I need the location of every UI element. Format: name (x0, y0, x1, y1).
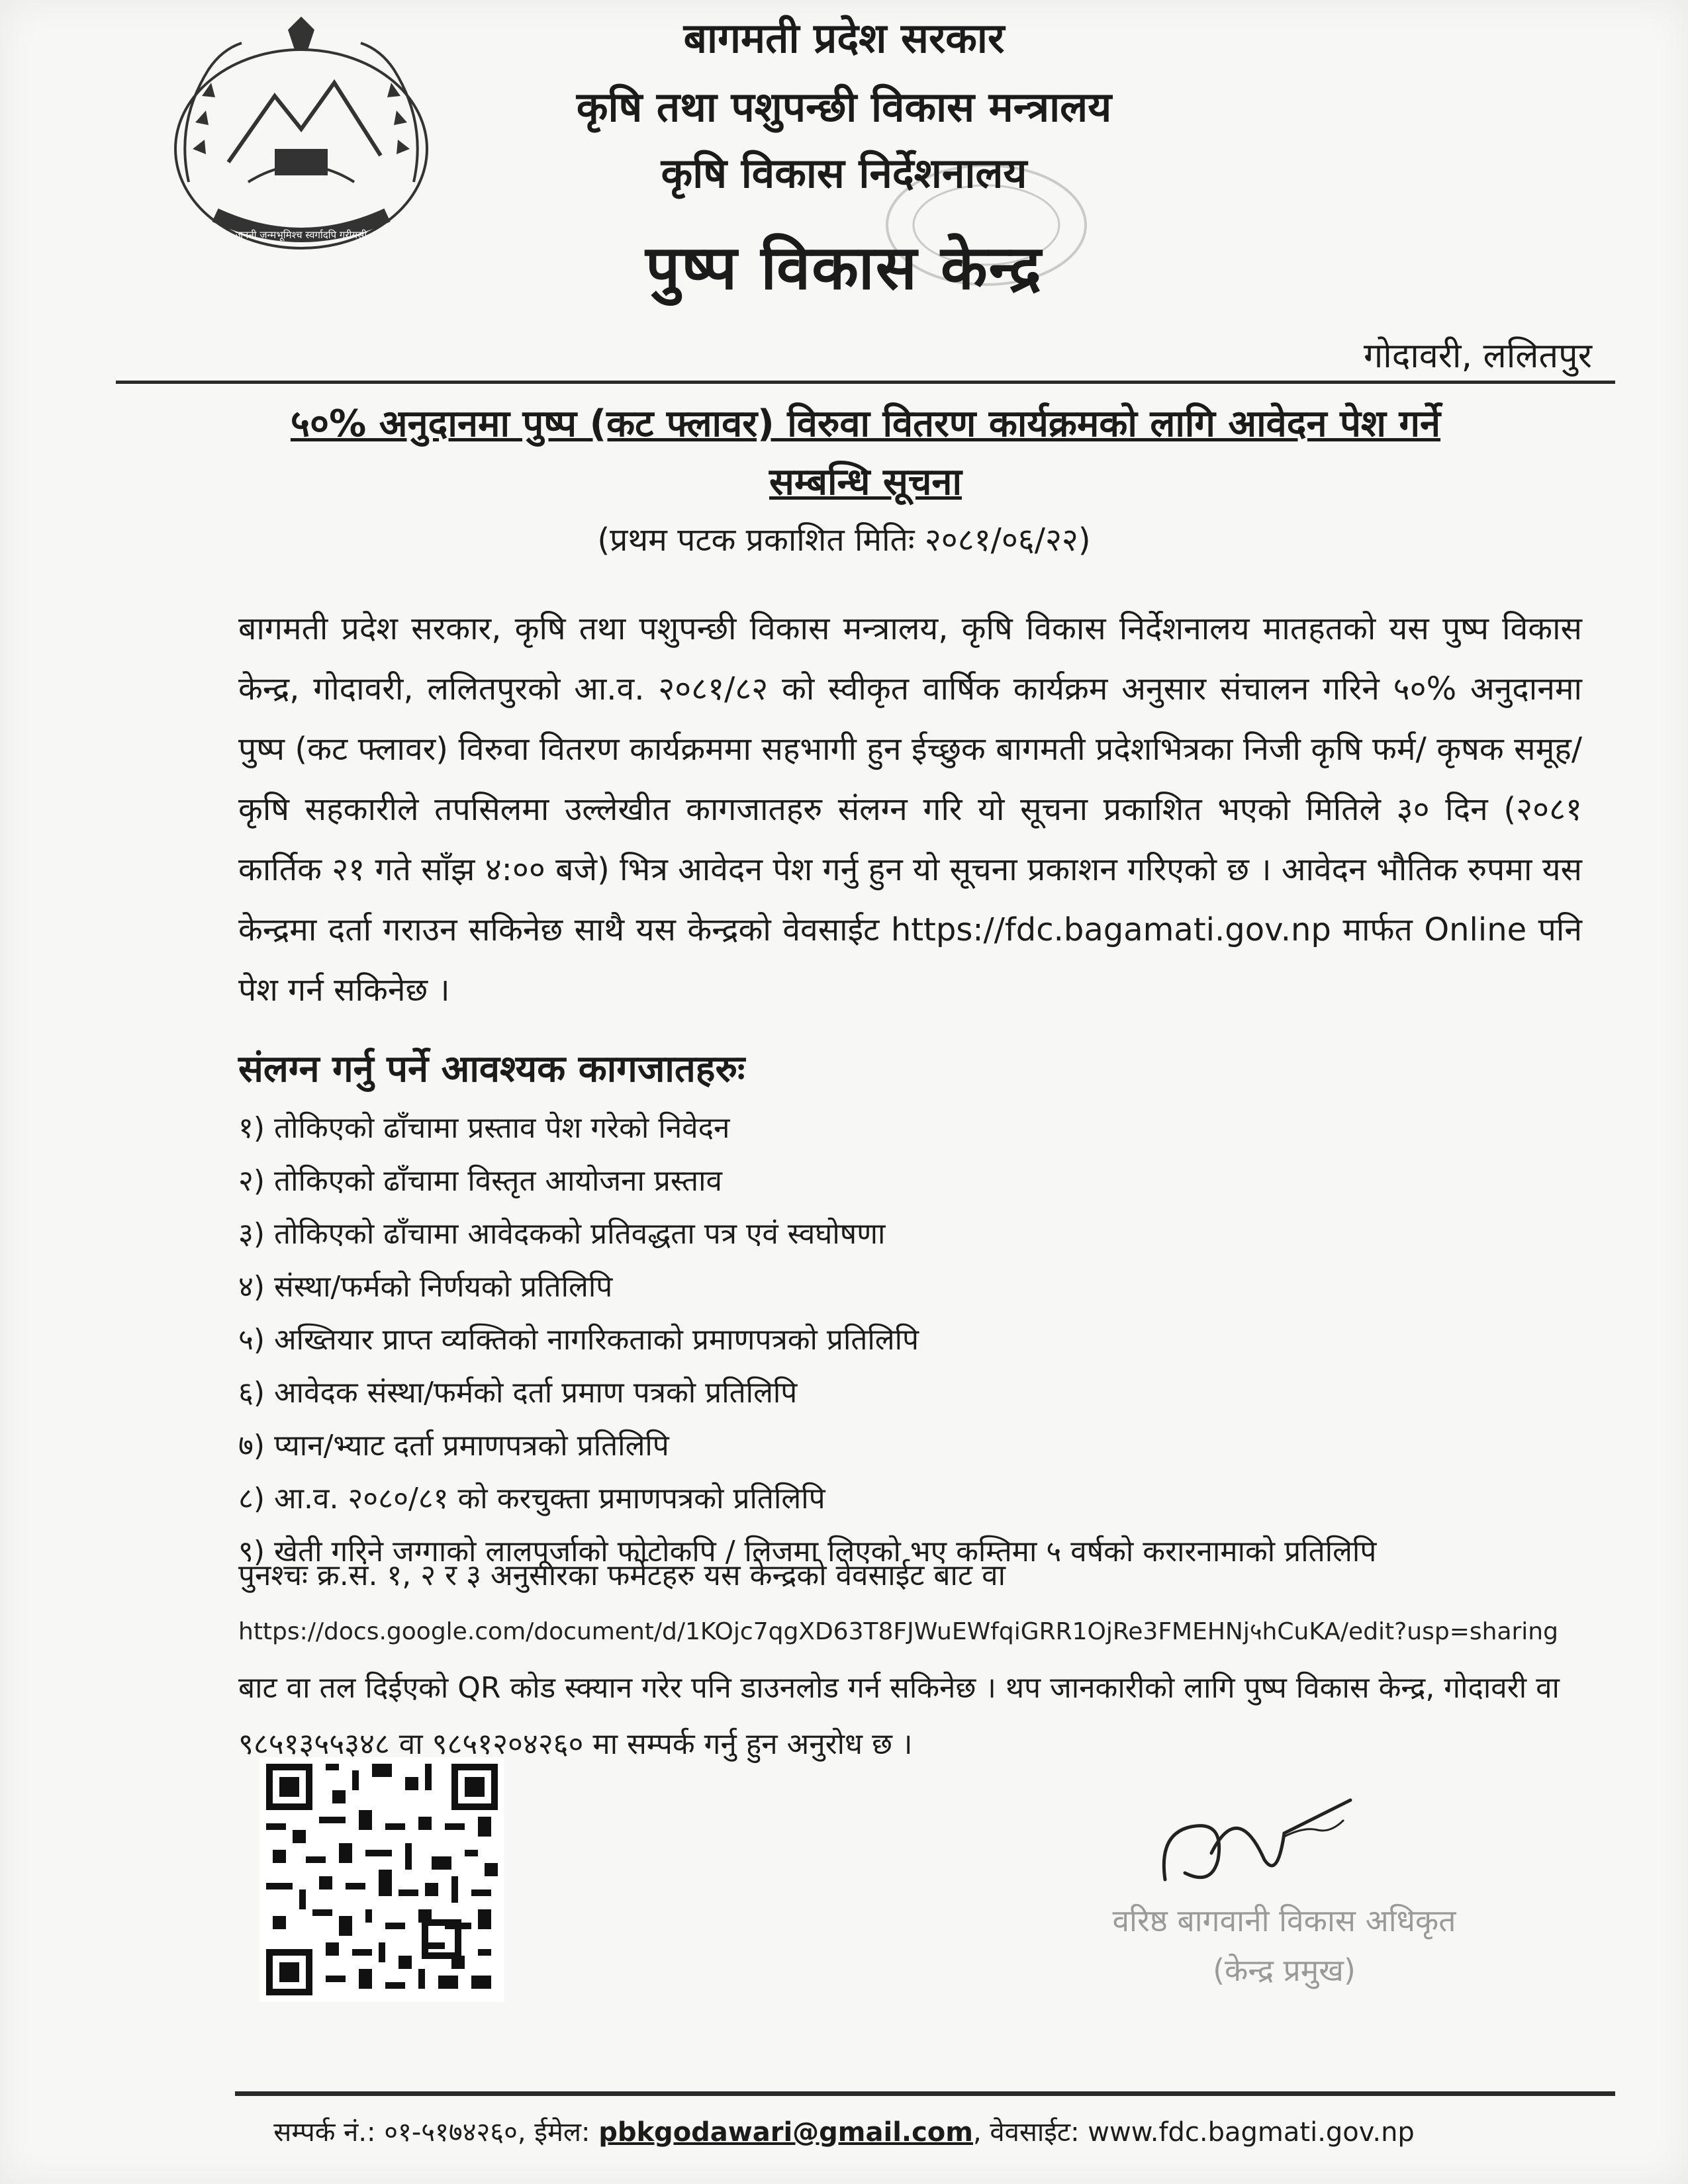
signatory-title: वरिष्ठ बागवानी विकास अधिकृत (1112, 1903, 1456, 1938)
notice-title: ५०% अनुदानमा पुष्प (कट फ्लावर) विरुवा वितरण कार्यक्रमको लागि आवेदन पेश गर्ने (290, 402, 1441, 445)
footer-website: , वेवसाईट: www.fdc.bagmati.gov.np (972, 2117, 1415, 2148)
header-ministry: कृषि तथा पशुपन्छी विकास मन्त्रालय (576, 83, 1112, 131)
signatory-subtitle: (केन्द्र प्रमुख) (1213, 1952, 1356, 1988)
list-item: ७) प्यान/भ्याट दर्ता प्रमाणपत्रको प्रतिलिपि (238, 1429, 669, 1463)
list-item: ८) आ.व. २०८०/८१ को करचुक्ता प्रमाणपत्रको प्रतिलिपि (238, 1482, 825, 1516)
footer-email-link[interactable]: pbkgodawari@gmail.com (598, 2117, 973, 2148)
footer-phone: सम्पर्क नं.: ०१-५१७४२६०, ईमेल: (273, 2117, 599, 2148)
notice-title-line2: सम्बन्धि सूचना (769, 461, 962, 504)
header-directorate: कृषि विकास निर्देशनालय (661, 149, 1027, 197)
header-divider (116, 381, 1615, 384)
signature-icon (1152, 1774, 1364, 1913)
list-item: ९) खेती गरिने जग्गाको लालपूर्जाको फोटोकपि / लिजमा लिएको भए कम्तिमा ५ वर्षको करारनामाको प्रतिलिपि (238, 1535, 1377, 1569)
download-link[interactable]: https://docs.google.com/document/d/1KOjc7qgXD63T8FJWuEWfqiGRR1OjRe3FMEHNj५hCuKA/edit?usp=sharing (238, 1618, 1558, 1645)
note-suffix: बाट वा तल दिईएको QR कोड स्क्यान गरेर पनि डाउनलोड गर्न सकिनेछ । थप जानकारीको लागि पुष्प विकास केन्द्र, गोदावरी वा ९८५१३५५३४८ वा ९८५१२०४२६० मा सम्पर्क गर्नु हुन अनुरोध छ । (238, 1671, 1560, 1761)
header-office-name: पुष्प विकास केन्द्र (645, 232, 1043, 303)
emblem-caption: जननी जन्मभूमिश्च स्वर्गादपि गरीयसी (235, 229, 367, 241)
footer-divider (235, 2091, 1615, 2096)
list-item: १) तोकिएको ढाँचामा प्रस्ताव पेश गरेको निवेदन (238, 1111, 730, 1145)
footer-contact (0, 2113, 1688, 2149)
note-block (238, 1547, 1582, 1772)
list-item: ३) तोकिएको ढाँचामा आवेदकको प्रतिवद्धता पत्र एवं स्वघोषणा (238, 1217, 886, 1251)
list-item: २) तोकिएको ढाँचामा विस्तृत आयोजना प्रस्ताव (238, 1164, 722, 1198)
header-government: बागमती प्रदेश सरकार (683, 14, 1005, 62)
note-prefix: पुनश्चः क्र.सं. १, २ र ३ अनुसारका फर्मेटहरु यस केन्द्रको वेवसाईट बाट वा (238, 1559, 1006, 1592)
qr-code-icon[interactable] (259, 1757, 504, 2002)
list-item: ५) अख्तियार प्राप्त व्यक्तिको नागरिकताको प्रमाणपत्रको प्रतिलिपि (238, 1323, 919, 1357)
notice-body: बागमती प्रदेश सरकार, कृषि तथा पशुपन्छी विकास मन्त्रालय, कृषि विकास निर्देशनालय मातहतको यस पुष्प विकास केन्द्र, गोदावरी, ललितपुरको आ.व. २०८१/८२ को स्वीकृत वार्षिक कार्यक्रम अनुसार संचालन गरिने ५०% अनुदानमा पुष्प (कट फ्लावर) विरुवा वितरण कार्यक्रममा सहभागी हुन ईच्छुक बागमती प्रदेशभित्रका निजी कृषि फर्म/ कृषक समूह/ कृषि सहकारीले तपसिलमा उल्लेखीत कागजातहरु संलग्न गरि यो सूचना प्रकाशित भएको मितिले ३० दिन (२०८१ कार्तिक २१ गते साँझ ४:०० बजे) भित्र आवेदन पेश गर्नु हुन यो सूचना प्रकाशन गरिएको छ । आवेदन भौतिक रुपमा यस केन्द्रमा दर्ता गराउन सकिनेछ साथै यस केन्द्रको वेवसाईट https://fdc.bagamati.gov.np मार्फत Online पनि पेश गर्न सकिनेछ । (238, 610, 1582, 1009)
documents-list (238, 1102, 1628, 1578)
published-date: (प्रथम पटक प्रकाशित मितिः २०८१/०६/२२) (597, 522, 1091, 559)
list-item: ४) संस्था/फर्मको निर्णयको प्रतिलिपि (238, 1270, 613, 1304)
header-address: गोदावरी, ललितपुर (1364, 336, 1592, 376)
documents-heading: संलग्न गर्नु पर्ने आवश्यक कागजातहरुः (238, 1048, 745, 1091)
list-item: ६) आवेदक संस्था/फर्मको दर्ता प्रमाण पत्रको प्रतिलिपि (238, 1376, 798, 1410)
